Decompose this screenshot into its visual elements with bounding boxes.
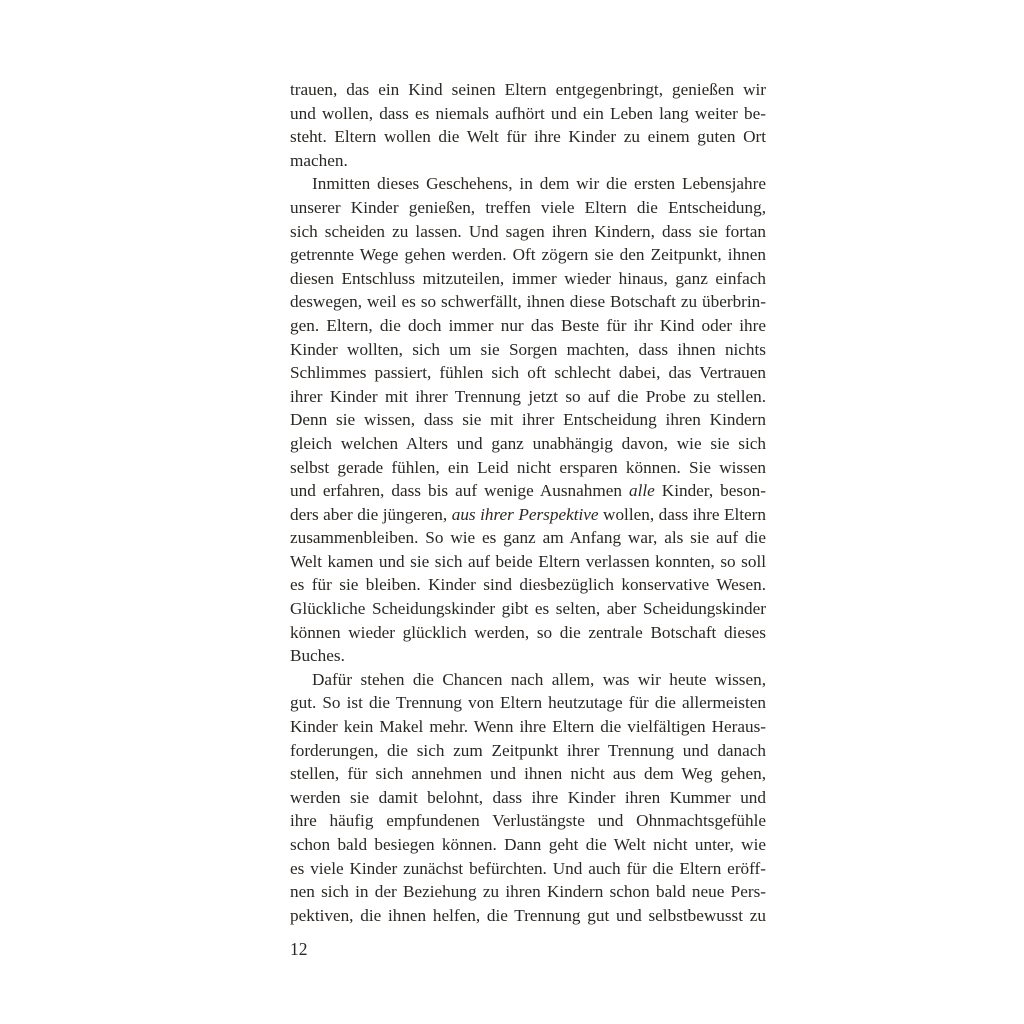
text-line: zusammenbleiben. So wie es ganz am Anfang war, als sie auf die bbox=[290, 528, 766, 548]
text-line: steht. Eltern wollen die Welt für ihre Kinder zu einem guten Ort bbox=[290, 127, 766, 147]
page-number: 12 bbox=[290, 939, 308, 959]
paragraph-2 bbox=[290, 172, 766, 667]
text-line: getrennte Wege gehen werden. Oft zögern sie den Zeitpunkt, ihnen bbox=[290, 245, 766, 265]
text-line: selbst gerade fühlen, ein Leid nicht ersparen können. Sie wissen bbox=[290, 457, 766, 477]
text-line: stellen, für sich annehmen und ihnen nicht aus dem Weg gehen, bbox=[290, 764, 766, 784]
text-line-with-italic: und erfahren, dass bis auf wenige Ausnahmen alle Kinder, beson- bbox=[290, 481, 766, 501]
text-line: diesen Entschluss mitzuteilen, immer wieder hinaus, ganz einfach bbox=[290, 268, 766, 288]
text-line: Dafür stehen die Chancen nach allem, was wir heute wissen, bbox=[312, 669, 766, 689]
text-line: gut. So ist die Trennung von Eltern heutzutage für die allermeisten bbox=[290, 693, 766, 713]
text-line: und wollen, dass es niemals aufhört und ein Leben lang weiter be- bbox=[290, 103, 766, 123]
text-line: Kinder wollten, sich um sie Sorgen machten, dass ihnen nichts bbox=[290, 339, 766, 359]
text-line: machen. bbox=[290, 150, 348, 170]
text-line: können wieder glücklich werden, so die zentrale Botschaft dieses bbox=[290, 622, 766, 642]
text-line: nen sich in der Beziehung zu ihren Kindern schon bald neue Pers- bbox=[290, 882, 766, 902]
text-line: Inmitten dieses Geschehens, in dem wir die ersten Lebensjahre bbox=[312, 174, 766, 194]
text-line: gen. Eltern, die doch immer nur das Beste für ihr Kind oder ihre bbox=[290, 315, 766, 335]
text-line: schon bald besiegen können. Dann geht die Welt nicht unter, wie bbox=[290, 835, 766, 854]
text-line: Schlimmes passiert, fühlen sich oft schlecht dabei, das Vertrauen bbox=[290, 363, 766, 383]
text-line: werden sie damit belohnt, dass ihre Kinder ihren Kummer und bbox=[290, 787, 766, 807]
paragraph-3 bbox=[290, 668, 766, 928]
text-line: unserer Kinder genießen, treffen viele Eltern die Entscheidung, bbox=[290, 197, 766, 217]
text-line: Glückliche Scheidungskinder gibt es selten, aber Scheidungskinder bbox=[290, 599, 766, 619]
text-line: pektiven, die ihnen helfen, die Trennung gut und selbstbewusst zu bbox=[290, 905, 766, 925]
text-line: Kinder kein Makel mehr. Wenn ihre Eltern die vielfältigen Heraus- bbox=[290, 717, 766, 737]
text-line: es für sie bleiben. Kinder sind diesbezüglich konservative Wesen. bbox=[290, 575, 766, 595]
text-line: forderungen, die sich zum Zeitpunkt ihrer Trennung und danach bbox=[290, 740, 766, 760]
paragraph-1 bbox=[290, 78, 766, 172]
text-line: Buches. bbox=[290, 646, 345, 666]
text-line: trauen, das ein Kind seinen Eltern entgegenbringt, genießen wir bbox=[290, 80, 766, 99]
text-line: Welt kamen und sie sich auf beide Eltern verlassen konnten, so soll bbox=[290, 551, 766, 571]
emphasized-text: aus ihrer Perspektive bbox=[451, 504, 599, 524]
book-page-body bbox=[290, 78, 766, 927]
text-line: gleich welchen Alters und ganz unabhängig davon, wie sie sich bbox=[290, 433, 766, 453]
text-line: sich scheiden zu lassen. Und sagen ihren Kindern, dass sie fortan bbox=[290, 221, 766, 241]
text-line: deswegen, weil es so schwerfällt, ihnen diese Botschaft zu überbrin- bbox=[290, 292, 766, 312]
text-line: ihre häufig empfundenen Verlustängste und Ohnmachtsgefühle bbox=[290, 811, 766, 831]
text-line-with-italic: ders aber die jüngeren, aus ihrer Perspektive wollen, dass ihre Eltern bbox=[290, 504, 766, 524]
emphasized-text: alle bbox=[628, 481, 655, 501]
text-line: es viele Kinder zunächst befürchten. Und auch für die Eltern eröff- bbox=[290, 858, 766, 878]
text-line: Denn sie wissen, dass sie mit ihrer Entscheidung ihren Kindern bbox=[290, 410, 766, 430]
text-line: ihrer Kinder mit ihrer Trennung jetzt so auf die Probe zu stellen. bbox=[290, 386, 766, 406]
